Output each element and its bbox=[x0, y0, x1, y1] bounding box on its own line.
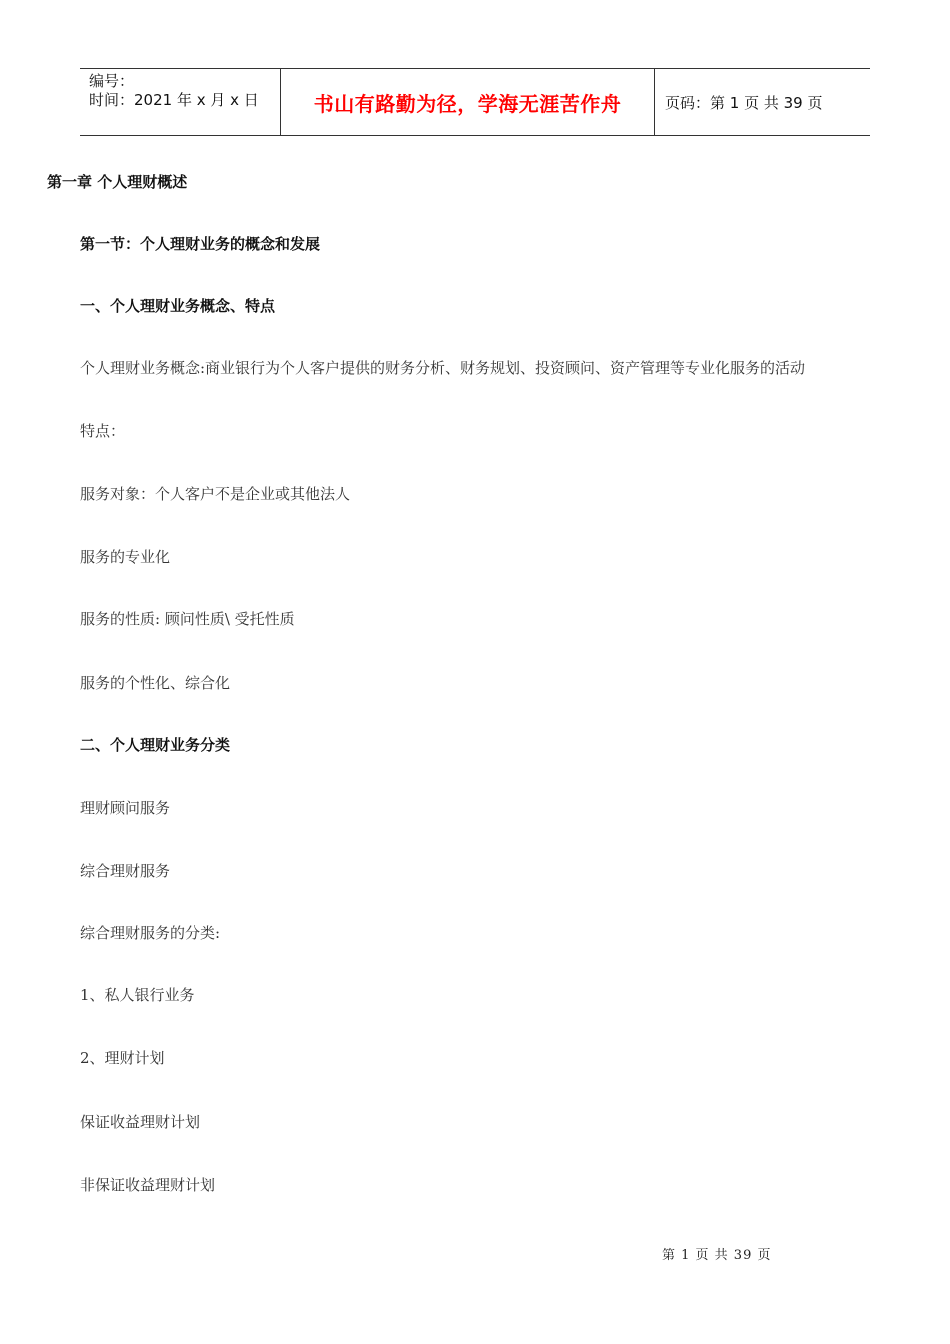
header-motto: 书山有路勤为径，学海无涯苦作舟 bbox=[281, 69, 655, 135]
paragraph: 综合理财服务 bbox=[80, 862, 171, 880]
header-meta bbox=[80, 69, 281, 135]
header-page-number: 页码：第 1 页 共 39 页 bbox=[665, 93, 823, 112]
paragraph: 个人理财业务概念:商业银行为个人客户提供的财务分析、财务规划、投资顾问、资产管理等专业化服务的活动 bbox=[80, 359, 806, 377]
page-footer: 第 1 页 共 39 页 bbox=[662, 1248, 772, 1263]
page-header bbox=[80, 68, 870, 136]
chapter-title: 第一章 个人理财概述 bbox=[47, 173, 188, 191]
paragraph: 特点： bbox=[80, 422, 126, 440]
paragraph: 服务对象：个人客户不是企业或其他法人 bbox=[80, 485, 351, 503]
paragraph: 保证收益理财计划 bbox=[80, 1113, 201, 1131]
list-item: 1、私人银行业务 bbox=[80, 986, 195, 1004]
paragraph: 综合理财服务的分类: bbox=[80, 924, 221, 942]
paragraph: 服务的性质: 顾问性质\ 受托性质 bbox=[80, 610, 295, 628]
list-item: 2、理财计划 bbox=[80, 1049, 165, 1067]
paragraph: 理财顾问服务 bbox=[80, 799, 171, 817]
section-title: 第一节：个人理财业务的概念和发展 bbox=[80, 235, 321, 253]
paragraph: 非保证收益理财计划 bbox=[80, 1176, 216, 1194]
paragraph: 服务的个性化、综合化 bbox=[80, 674, 231, 692]
document-time-label: 时间：2021 年 x 月 x 日 bbox=[89, 91, 259, 109]
document-number-label: 编号： bbox=[89, 72, 135, 90]
paragraph: 服务的专业化 bbox=[80, 548, 171, 566]
subsection-heading: 二、个人理财业务分类 bbox=[80, 736, 231, 754]
subsection-heading: 一、个人理财业务概念、特点 bbox=[80, 297, 276, 315]
